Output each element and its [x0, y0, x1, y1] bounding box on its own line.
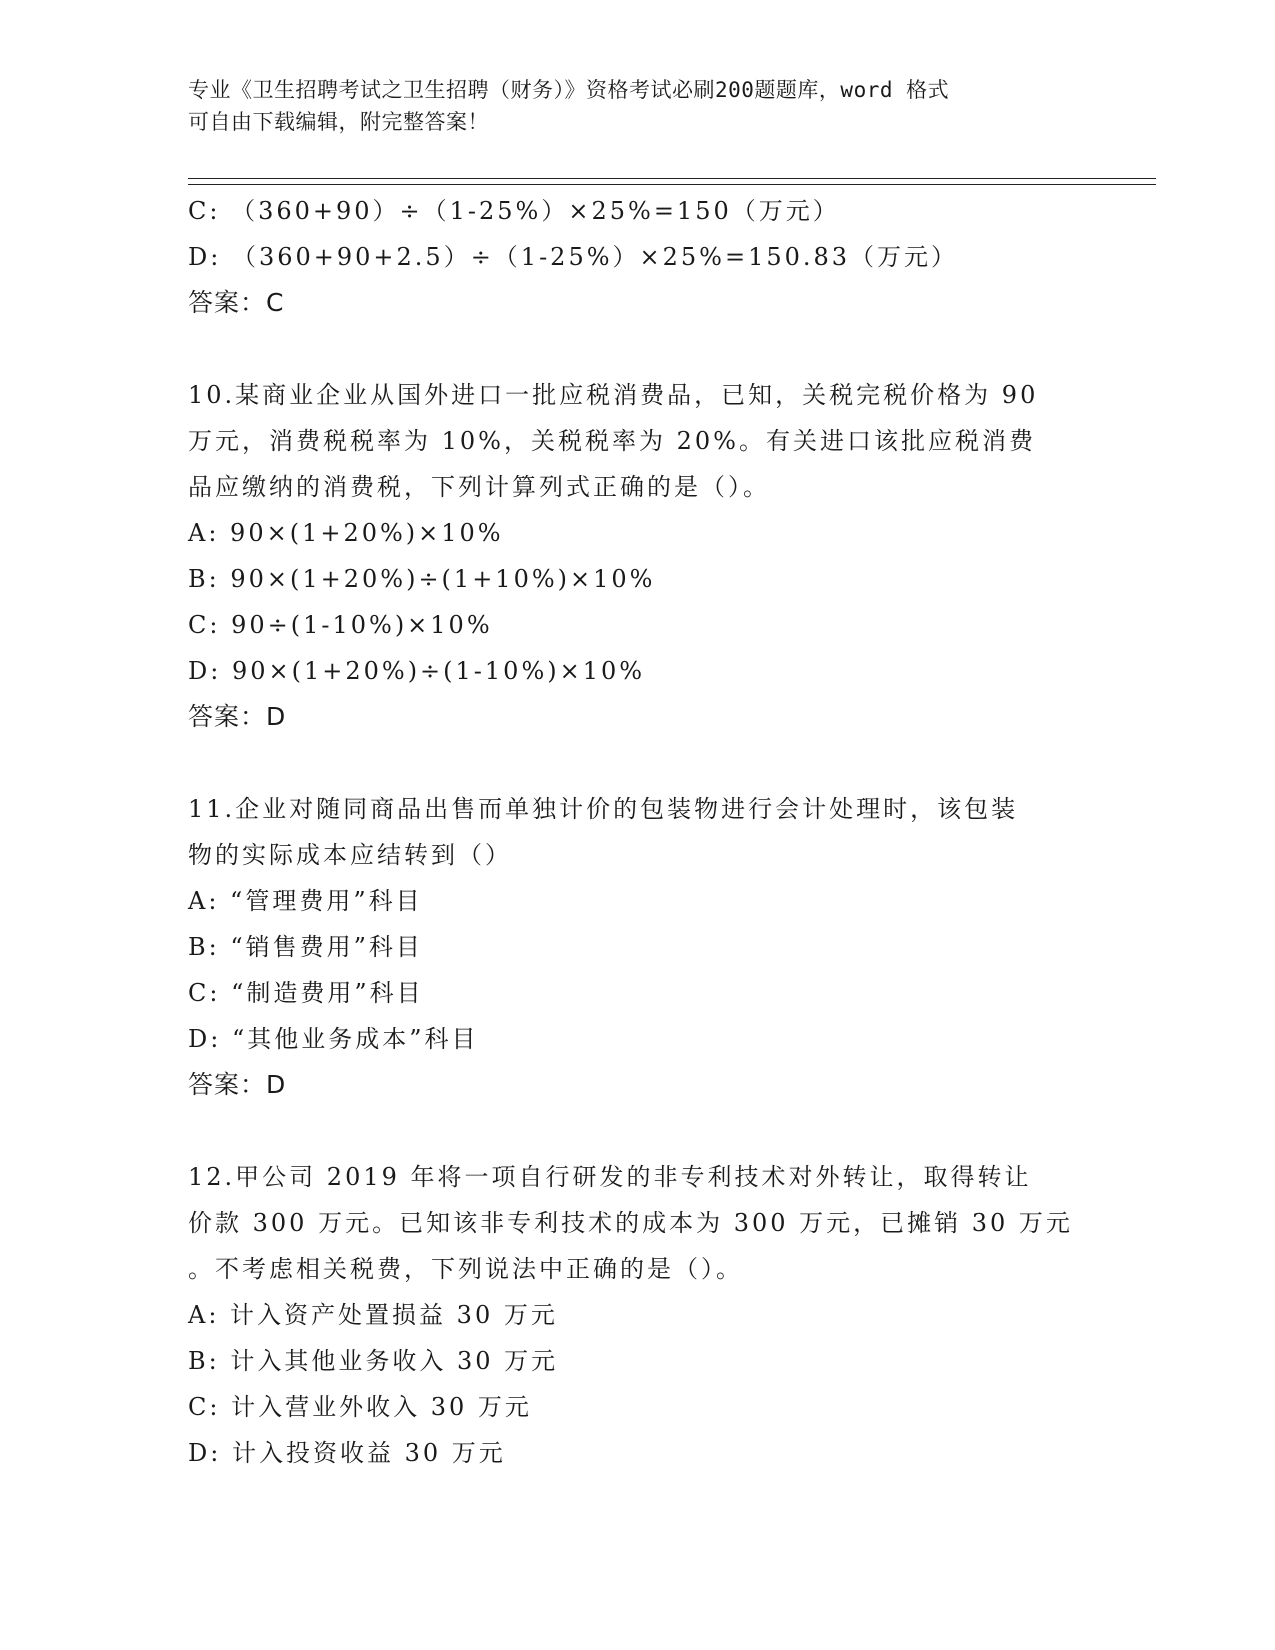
spacer	[188, 740, 1088, 786]
option-a: A: 90×(1+20%)×10%	[188, 519, 504, 547]
option-c: C: 90÷(1-10%)×10%	[188, 611, 493, 639]
option-c: C: 计入营业外收入 30 万元	[188, 1393, 532, 1421]
option-c: C: “制造费用”科目	[188, 979, 424, 1007]
header-divider-top	[188, 178, 1156, 179]
question-stem-line: 10.某商业企业从国外进口一批应税消费品，已知，关税完税价格为 90	[188, 381, 1039, 409]
page-header	[188, 74, 1088, 138]
question-10	[188, 372, 1088, 740]
question-stem-line: 万元，消费税税率为 10%，关税税率为 20%。有关进口该批应税消费	[188, 427, 1036, 455]
question-stem-line: 品应缴纳的消费税，下列计算列式正确的是（）。	[188, 473, 770, 501]
header-title-line-2: 可自由下载编辑，附完整答案！	[188, 110, 489, 134]
option-d: D: 计入投资收益 30 万元	[188, 1439, 506, 1467]
option-c: C: （360+90）÷（1-25%）×25%=150（万元）	[188, 197, 840, 225]
question-stem-line: 物的实际成本应结转到（）	[188, 841, 512, 869]
question-stem-line: 价款 300 万元。已知该非专利技术的成本为 300 万元，已摊销 30 万元	[188, 1209, 1073, 1237]
option-d: D: （360+90+2.5）÷（1-25%）×25%=150.83（万元）	[188, 243, 959, 271]
option-b: B: “销售费用”科目	[188, 933, 423, 961]
question-content	[188, 188, 1088, 1476]
header-title-line-1: 专业《卫生招聘考试之卫生招聘（财务）》资格考试必刷200题题库，word 格式	[188, 78, 950, 102]
question-9-continued	[188, 188, 1088, 326]
option-d: D: 90×(1+20%)÷(1-10%)×10%	[188, 657, 646, 685]
header-divider-bottom	[188, 184, 1156, 185]
option-a: A: “管理费用”科目	[188, 887, 423, 915]
option-a: A: 计入资产处置损益 30 万元	[188, 1301, 558, 1329]
option-d: D: “其他业务成本”科目	[188, 1025, 479, 1053]
question-stem-line: 11.企业对随同商品出售而单独计价的包装物进行会计处理时，该包装	[188, 795, 1019, 823]
question-11	[188, 786, 1088, 1108]
answer: 答案：D	[188, 1070, 287, 1099]
option-b: B: 90×(1+20%)÷(1+10%)×10%	[188, 565, 656, 593]
spacer	[188, 1108, 1088, 1154]
answer: 答案：D	[188, 702, 287, 731]
option-b: B: 计入其他业务收入 30 万元	[188, 1347, 559, 1375]
question-12	[188, 1154, 1088, 1476]
question-stem-line: 。不考虑相关税费，下列说法中正确的是（）。	[188, 1255, 743, 1283]
answer: 答案：C	[188, 288, 285, 317]
question-stem-line: 12.甲公司 2019 年将一项自行研发的非专利技术对外转让，取得转让	[188, 1163, 1032, 1191]
spacer	[188, 326, 1088, 372]
